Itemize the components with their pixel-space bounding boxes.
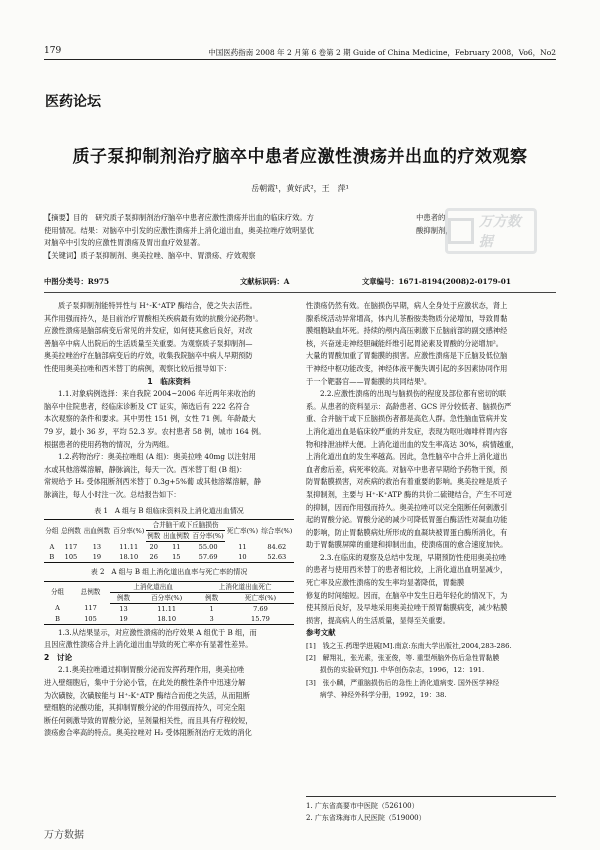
table-header: 死亡率(%) [226,526,259,535]
table-cell: 10 [238,553,247,562]
body-line: 1.3.从结果显示，对应激性溃疡的治疗效果 A 组优于 B 组，而 [58,627,257,637]
table-1 [44,519,294,563]
classification-line [44,277,556,289]
table-header: 总例数 [80,588,101,597]
keywords-line: 【关键词】质子泵抑制剂、奥美拉唑、脑卒中、胃溃疡、疗效观察 [44,250,256,260]
body-line: 的影响，防止胃黏膜病灶所形成的血凝块被胃蛋白酶所消化，有 [306,527,508,537]
body-line: 物和排泄油样大便。上消化道出血的发生率高达 30%，病情越重， [306,439,519,449]
body-line: 的患者与使用西米替丁的患者相比较，上消化道出血明显减少， [306,565,508,575]
abstract-line: 对脑卒中引发的应激性胃溃疡及胃出血疗效显著。 [44,238,205,248]
section-label: 医药论坛 [45,94,101,110]
table-cell: 55.00 [198,543,218,552]
footnote-item: 2. 广东省珠海市人民医院（519000） [306,814,426,822]
body-line: 膜细胞缺血坏死。持续的颅内高压刺激下丘脑前部的副交感神经 [306,326,508,336]
article-number: 文章编号：1671-8194(2008)2-0179-01 [362,277,511,286]
footnote-item: 1. 广东省高要市中医院（526100） [306,802,419,810]
reference-list [306,640,556,701]
table-cell: 15.79 [251,614,270,623]
body-line: 于一个靶器官——胃黏膜的共同结果³。 [306,376,432,386]
table-cell: 3 [209,614,214,623]
body-line: 常规给予 H₂ 受体阻断剂西米替丁 0.3g+5%葡 或其他溶媒溶解，静 [44,477,262,487]
table-header: 上消化道出血 [110,581,196,592]
body-line: 质子泵抑制剂能特异性与 H⁺-K⁺ATP 酶结合，使之失去活性。 [58,301,257,310]
body-line: 起的胃酸分泌。胃酸分泌的减少可降低胃蛋白酶活性对凝血功能 [306,515,508,525]
table-cell: 7.69 [253,604,268,613]
table-cell: A [55,604,60,613]
table-header: 例数 [147,532,161,541]
page-number: 179 [44,46,62,56]
body-line: 性使用奥美拉唑和西米替丁的病例，观察比较后报导如下： [44,363,231,373]
left-column [44,300,294,740]
table-header: 合并脑干或下丘脑损伤 [146,520,225,531]
table-cell: 117 [64,542,78,551]
body-line: 水或其他溶媒溶解，静脉滴注，每天一次。西米替丁组 (B 组)： [44,464,247,474]
table-cell: 13 [92,542,102,551]
body-line: 且因应激性溃疡合并上消化道出血导致的死亡率亦有显著性差异。 [44,640,253,650]
body-line: 1.1.对象病例选择：来自我院 2004~2006 年近两年来收治的 [58,389,256,399]
table-cell: 19 [119,614,128,623]
body-line: 79 岁，最小 36 岁，平均 52.3 岁。农村患者 58 例，城市 164 例。 [44,426,266,436]
table-cell: 57.69 [198,553,218,562]
table-cell: 18.10 [157,614,177,623]
table-header: 百分率(%) [192,532,224,541]
body-line: 性溃疡仍然有效。在脑损伤早期，病人全身处于应激状态，肾上 [306,301,508,310]
footer-source: 万方数据 [44,830,84,841]
body-line: 上消化道出血是临床较严重的并发症，表现为呕吐咖啡样胃内容 [306,426,508,436]
clc-number: 中图分类号：R975 [44,277,110,286]
reference-item: 病学、神经外科学分册，1992，19：38. [306,690,447,699]
body-line: 断任何刺激导致的胃酸分泌，呈剂量相关性，而且具有疗程较短， [44,715,253,725]
section-heading: 1 临床资料 [147,376,191,386]
journal-citation: 中国医药指南 2008 年 2 月第 6 卷第 2 期 Guide of China Medicine，February 2008，Vo6，No2 [208,48,556,57]
body-line: 善脑卒中病人出院后的生活质量至关重要。为观察质子泵抑制剂— [44,338,253,348]
article-title: 质子泵抑制剂治疗脑卒中患者应激性溃疡并出血的疗效观察 [72,147,528,167]
body-line: 核，兴奋迷走神经胆碱能纤维引起胃泌素及胃酸的分泌增加²。 [306,338,503,348]
table-cell: 11.11 [119,542,139,551]
table-row [44,614,294,625]
wanfang-watermark [445,208,537,254]
body-line: 修复的时间缩短。因而，在脑卒中发生日趋年轻化的情况下，为 [306,590,508,600]
reference-item: [3] 张小麟，严重脑损伤后的急性上消化道病变. 国外医学神经 [306,678,500,687]
body-line: 死亡率及应激性溃疡的发生率均显著降低，胃黏膜 [306,578,465,588]
table-header: 例数 [110,592,137,603]
table-header: 百分率(%) [113,526,145,535]
body-line: 防胃黏膜损害，对疾病的救治有着重要的影响。奥美拉唑是质子 [306,477,508,487]
table-header: 综合率(%) [261,526,293,535]
table-cell: 19 [92,553,102,562]
body-line: 血者愈后差，病死率较高。对脑卒中患者早期给予药物干预，预 [306,464,508,474]
body-line: 脉滴注，每人小时注一次。总结报告如下： [44,489,181,499]
body-line: 进入壁细胞后，集中于分泌小管，在此处的酸性条件中迅速分解 [44,678,246,688]
document-code: 文献标识码：A [240,277,290,286]
body-line: 大量的胃酸加重了胃黏膜的损害。应激性溃疡是下丘脑及低位脑 [306,351,508,361]
body-line: 2.2.应激性溃疡的出现与脑损伤的程度及部位都有密切的联 [320,389,507,399]
section-heading: 2 讨论 [44,652,73,662]
body-line: 助于胃黏膜屏障的重建和抑制出血，使溃疡面的愈合速度加快。 [306,540,508,550]
table-cell: 52.63 [267,553,287,562]
body-line: 系。从患者的资料显示：高龄患者、GCS 评分较低者、脑损伤严 [306,401,512,411]
table-header: 总例数 [61,526,81,535]
table-row [44,542,294,553]
body-line: 干神经中枢功能改变，神经体液平衡失调引起的多因素协同作用 [306,363,508,373]
table-header: 死亡率(%) [227,592,294,603]
table-cell: 18.10 [119,553,139,562]
table-cell: 11 [172,543,181,552]
table1-caption: 表 1 A 组与 B 组临床资料及上消化道出血情况 [94,506,244,515]
body-line: 脑卒中住院患者，经临床诊断及 CT 证实，筛选后有 222 名符合 [44,401,250,411]
table-cell: 105 [64,553,78,562]
reference-item: 损伤的实验研究[J]. 中华创伤杂志，1996，12：191. [306,666,485,675]
body-line: 2.1.奥美拉唑通过抑制胃酸分泌而发挥药理作用，奥美拉唑 [58,665,245,675]
body-line: 为次磺胺，次磺胺能与 H⁺-K⁺ATP 酶结合而使之失活，从而阻断 [44,690,250,700]
table-cell: 84.62 [267,542,287,551]
watermark-text: 万方数据 [478,214,521,250]
body-line: 损害，提高病人的生活质量，显得至关重要。 [306,615,450,625]
table-header: 例数 [196,592,227,603]
body-line: 壁细胞的泌酸功能，其抑制胃酸分泌的作用强而持久，可完全阻 [44,703,246,713]
body-line: 2.3.在临床的观察及总结中发现，早期预防性使用奥美拉唑 [320,552,507,562]
body-line: 腺系统活动异常增高，体内儿茶酚胺类物质分泌增加，导致胃黏 [306,313,508,323]
right-column [306,300,556,701]
table-cell: 11 [238,542,247,551]
body-line: 其作用强而持久，是目前治疗胃酸相关疾病最有效的抗酸分泌药物¹。 [44,313,263,323]
body-line: 重、合并脑干或下丘脑损伤者都是高危人群。急性脑血管病并发 [306,414,508,424]
table-cell: 20 [149,543,158,552]
watermark-logo-icon [448,218,474,244]
table-cell: 13 [119,604,128,613]
body-line: 泵抑制剂，主要与 H⁺-K⁺ATP 酶的共价二硫键结合，产生不可逆 [306,489,512,499]
table-2 [44,581,294,625]
table-cell: 11.11 [157,604,177,613]
running-header [44,46,556,60]
table-row [44,603,294,614]
footnotes [306,796,556,824]
table-cell: 1 [209,604,214,613]
body-line: 根据患者的使用药物的情况，分为两组。 [44,439,174,449]
table2-caption: 表 2 A 组与 B 组上消化道出血率与死亡率的情况 [90,568,248,577]
divider [44,292,556,293]
table-cell: 117 [84,604,97,613]
reference-item: [1] 钱之玉.药理学进展[M].南京:东南大学出版社,2004,283-286. [306,642,512,651]
reference-item: [2] 解翔礼，张光素，张亚俊，等. 重型颅脑外伤后急性胃黏膜 [306,654,500,663]
body-line: 应激性溃疡是脑部病变后常见的并发症，如何使其愈后良好，对改 [44,326,253,336]
table-header: 上消化道出血死亡 [196,581,294,592]
table-cell: B [55,614,60,623]
body-line: 的抑制，因而作用强而持久。奥美拉唑可以完全阻断任何刺激引 [306,502,508,512]
table-cell: B [49,553,55,562]
table-header: 分组 [50,588,65,597]
table-row [44,552,294,563]
table-cell: 26 [149,553,158,562]
table-header: 百分率(%) [137,592,196,603]
body-line: 溃疡愈合率高的特点。奥美拉唑对 H₂ 受体阻断剂治疗无效的消化 [44,728,252,738]
abstract-line: 使用情况。结果：对脑卒中引发的应激性溃疡并上消化道出血，奥美拉唑疗效明显优 酸抑制剂， [44,225,453,235]
body-line: 使其预后良好，及早地采用奥美拉唑干预胃黏膜病变，减少粘膜 [306,603,508,613]
body-line: 奥美拉唑治疗在脑部病变后的疗效，收集我院脑卒中病人早期预防 [44,351,253,361]
table-cell: A [49,542,55,551]
body-line: 本次观察的条件和要求。其中男性 151 例，女性 71 例。年龄最大 [44,414,256,424]
abstract-line: 【摘要】目的 研究质子泵抑制剂治疗脑卒中患者应激性溃疡并出血的临床疗效。方 中患者的 [44,213,446,222]
body-line: 1.2.药物治疗：奥美拉唑组 (A 组)：奥美拉唑 40mg 以注射用 [58,452,256,462]
table-cell: 105 [84,614,97,623]
references-heading: 参考文献 [306,628,336,638]
body-line: 上消化道出血的发生率越高。因此，急性脑卒中合并上消化道出 [306,452,508,462]
table-header: 分组 [45,526,59,535]
table-header: 出血例数 [163,532,190,541]
author-line: 岳朝霞¹，黄好武²，王 萍¹ [251,184,349,193]
table-cell: 15 [172,553,181,562]
table-header: 出血例数 [83,526,111,535]
